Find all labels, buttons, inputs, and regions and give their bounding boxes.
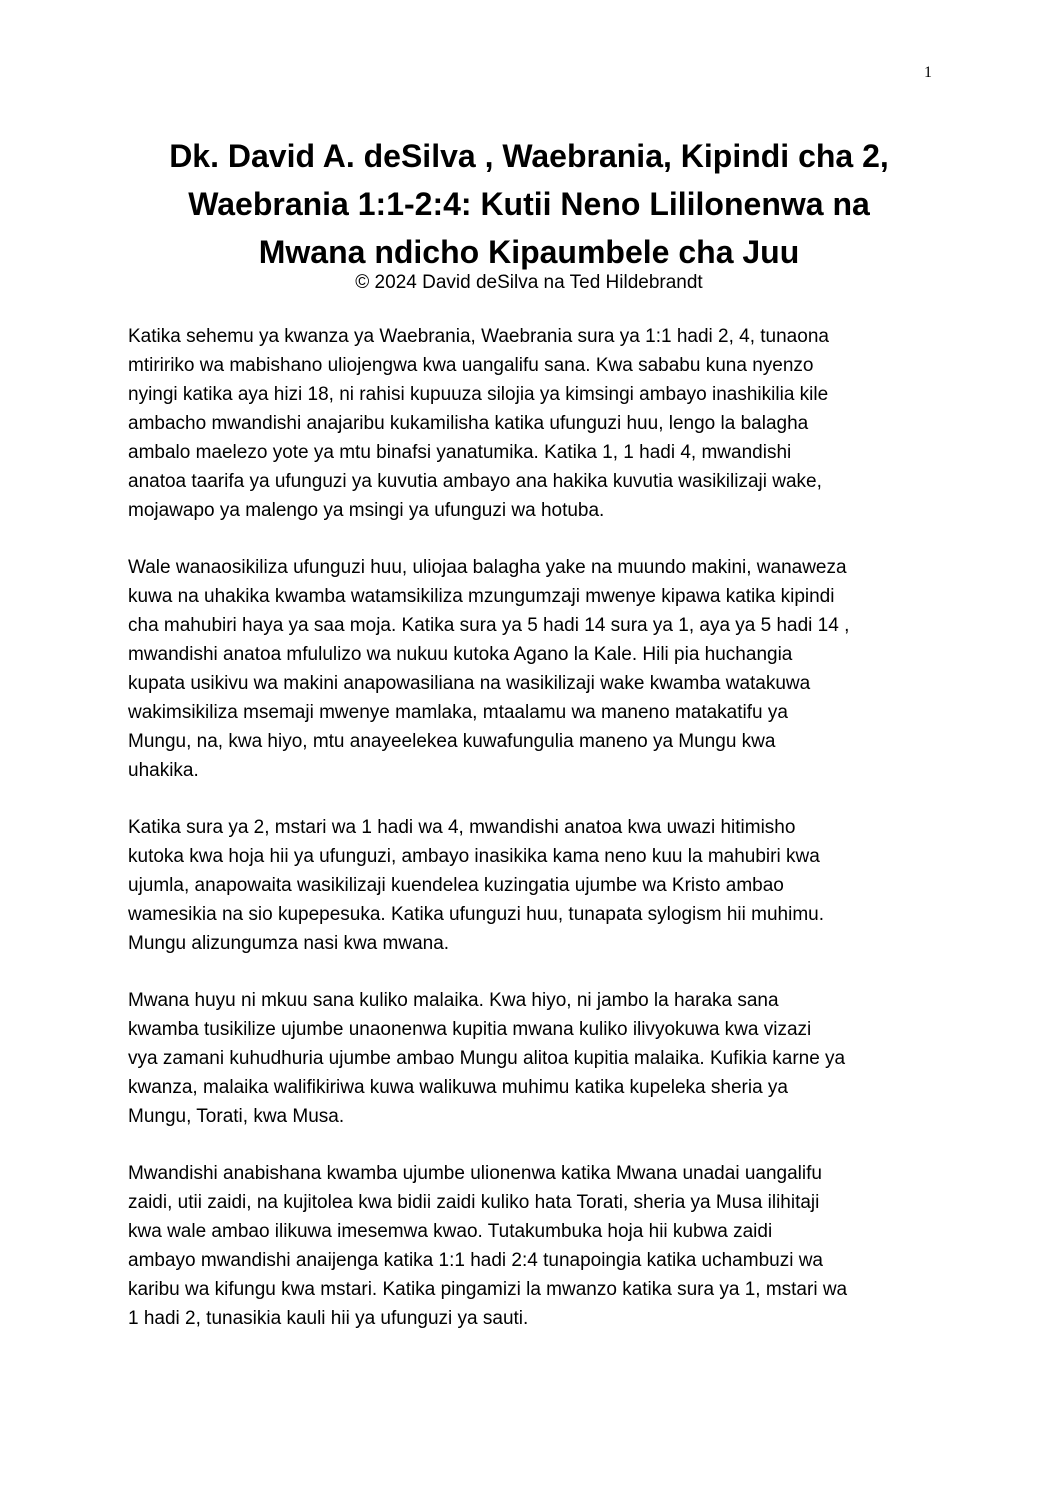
text-line: karibu wa kifungu kwa mstari. Katika pingamizi la mwanzo katika sura ya 1, mstari wa (128, 1279, 848, 1300)
text-line: kwamba tusikilize ujumbe unaonenwa kupitia mwana kuliko ilivyokuwa kwa vizazi (128, 1019, 812, 1040)
paragraph-1 (128, 322, 930, 525)
text-line: nyingi katika aya hizi 18, ni rahisi kupuuza silojia ya kimsingi ambayo inashikilia kile (128, 384, 829, 405)
title-line: Mwana ndicho Kipaumbele cha Juu (258, 234, 800, 270)
text-line: Mwandishi anabishana kwamba ujumbe ulionenwa katika Mwana unadai uangalifu (128, 1163, 822, 1184)
text-line: Wale wanaosikiliza ufunguzi huu, uliojaa balagha yake na muundo makini, wanaweza (128, 557, 847, 578)
text-line: 1 hadi 2, tunasikia kauli hii ya ufunguzi ya sauti. (128, 1308, 529, 1329)
document-title (128, 132, 930, 276)
text-line: Mwana huyu ni mkuu sana kuliko malaika. Kwa hiyo, ni jambo la haraka sana (128, 990, 779, 1011)
text-line: ambalo maelezo yote ya mtu binafsi yanatumika. Katika 1, 1 hadi 4, mwandishi (128, 442, 792, 463)
text-line: ujumla, anapowaita wasikilizaji kuendelea kuzingatia ujumbe wa Kristo ambao (128, 875, 784, 896)
text-line: Mungu, Torati, kwa Musa. (128, 1106, 345, 1127)
text-line: mtiririko wa mabishano uliojengwa kwa uangalifu sana. Kwa sababu kuna nyenzo (128, 355, 814, 376)
paragraph-2 (128, 553, 930, 785)
text-line: wamesikia na sio kupepesuka. Katika ufunguzi huu, tunapata sylogism hii muhimu. (128, 904, 824, 925)
text-line: kupata usikivu wa makini anapowasiliana na wasikilizaji wake kwamba watakuwa (128, 673, 811, 694)
title-line: Waebrania 1:1-2:4: Kutii Neno Lililonenwa na (188, 186, 870, 222)
text-line: mwandishi anatoa mfululizo wa nukuu kutoka Agano la Kale. Hili pia huchangia (128, 644, 793, 665)
text-line: ambayo mwandishi anaijenga katika 1:1 hadi 2:4 tunapoingia katika uchambuzi wa (128, 1250, 823, 1271)
text-line: mojawapo ya malengo ya msingi ya ufunguzi wa hotuba. (128, 500, 605, 521)
text-line: zaidi, utii zaidi, na kujitolea kwa bidii zaidi kuliko hata Torati, sheria ya Musa ilihitaji (128, 1192, 820, 1213)
text-line: kuwa na uhakika kwamba watamsikiliza mzungumzaji mwenye kipawa katika kipindi (128, 586, 835, 607)
text-line: Katika sehemu ya kwanza ya Waebrania, Waebrania sura ya 1:1 hadi 2, 4, tunaona (128, 326, 829, 347)
text-line: Mungu, na, kwa hiyo, mtu anayeelekea kuwafungulia maneno ya Mungu kwa (128, 731, 776, 752)
document-body (128, 322, 930, 1361)
text-line: anatoa taarifa ya ufunguzi ya kuvutia ambayo ana hakika kuvutia wasikilizaji wake, (128, 471, 822, 492)
copyright-notice: © 2024 David deSilva na Ted Hildebrandt (355, 272, 703, 293)
text-line: ambacho mwandishi anajaribu kukamilisha katika ufunguzi huu, lengo la balagha (128, 413, 809, 434)
text-line: kutoka kwa hoja hii ya ufunguzi, ambayo inasikika kama neno kuu la mahubiri kwa (128, 846, 820, 867)
paragraph-5 (128, 1159, 930, 1333)
text-line: Mungu alizungumza nasi kwa mwana. (128, 933, 450, 954)
text-line: uhakika. (128, 760, 199, 781)
text-line: vya zamani kuhudhuria ujumbe ambao Mungu alitoa kupitia malaika. Kufikia karne ya (128, 1048, 846, 1069)
text-line: kwanza, malaika walifikiriwa kuwa walikuwa muhimu katika kupeleka sheria ya (128, 1077, 788, 1098)
text-line: wakimsikiliza msemaji mwenye mamlaka, mtaalamu wa maneno matakatifu ya (128, 702, 788, 723)
title-line: Dk. David A. deSilva , Waebrania, Kipindi cha 2, (169, 138, 889, 174)
paragraph-4 (128, 986, 930, 1131)
text-line: kwa wale ambao ilikuwa imesemwa kwao. Tutakumbuka hoja hii kubwa zaidi (128, 1221, 773, 1242)
text-line: cha mahubiri haya ya saa moja. Katika sura ya 5 hadi 14 sura ya 1, aya ya 5 hadi 14 , (128, 615, 850, 636)
paragraph-3 (128, 813, 930, 958)
page-number: 1 (924, 64, 932, 81)
text-line: Katika sura ya 2, mstari wa 1 hadi wa 4, mwandishi anatoa kwa uwazi hitimisho (128, 817, 796, 838)
